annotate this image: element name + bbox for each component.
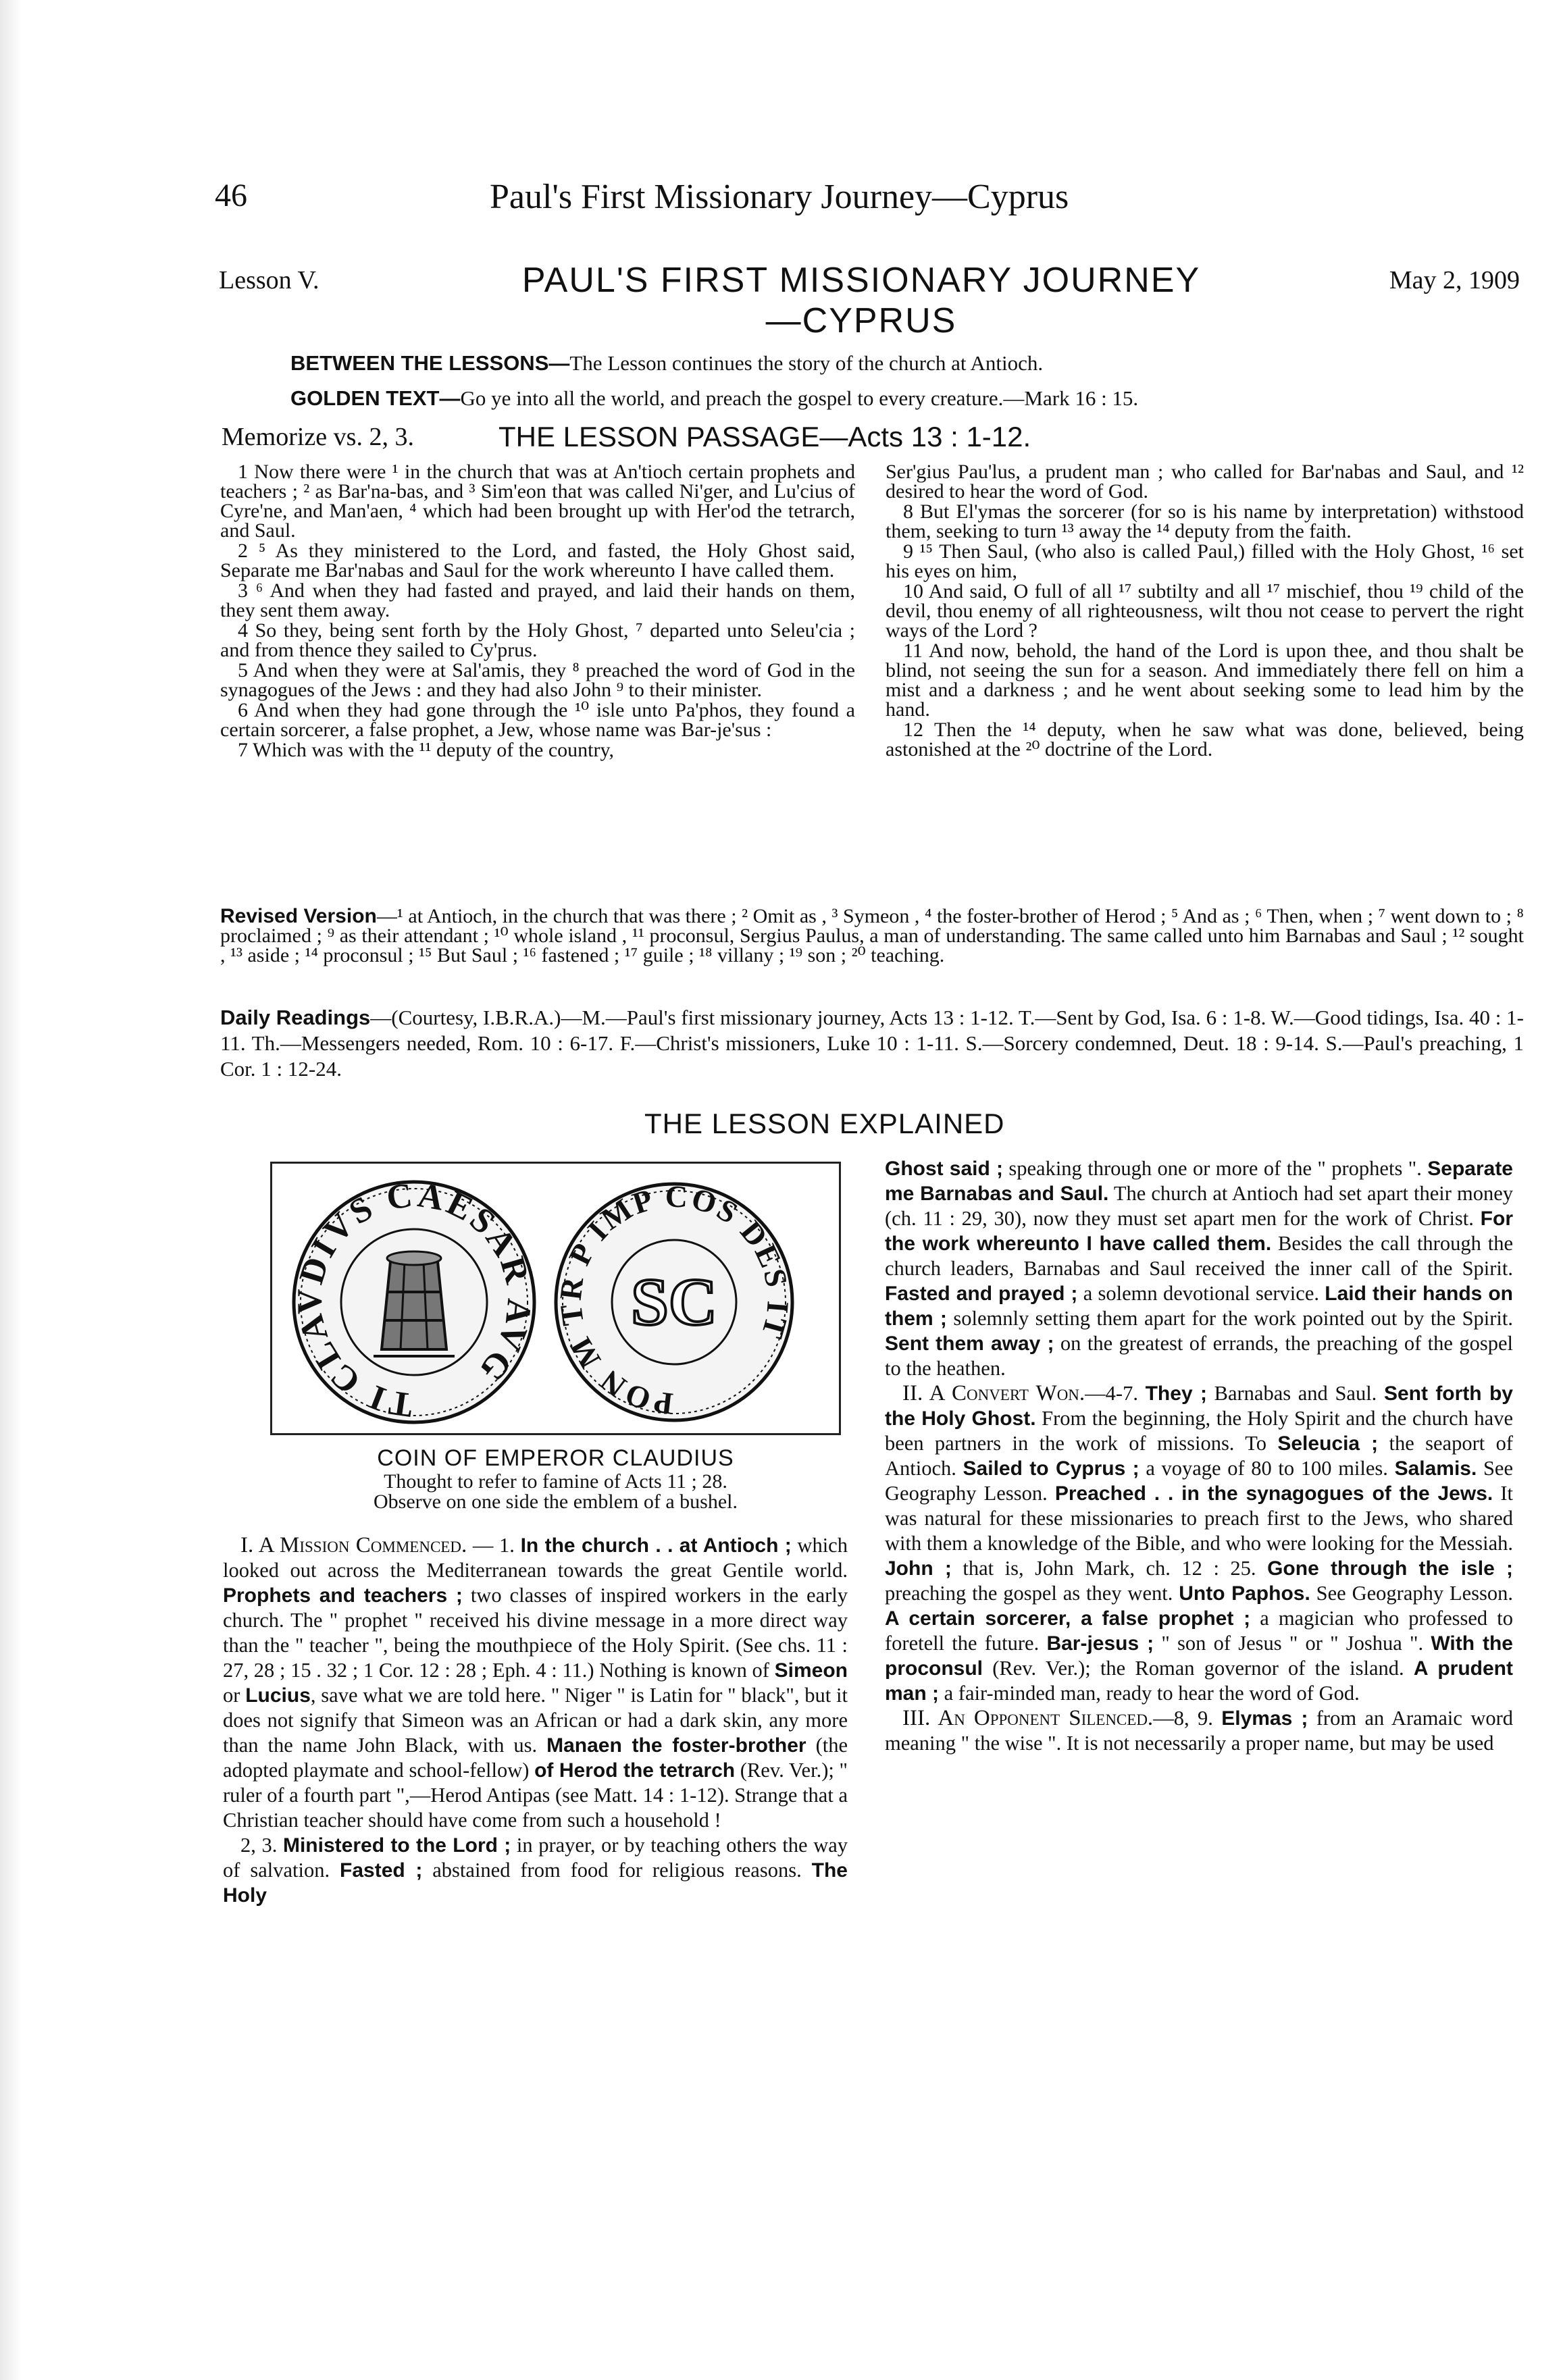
text-run: —4-7. bbox=[1085, 1382, 1146, 1405]
lesson-passage-heading: THE LESSON PASSAGE—Acts 13 : 1-12. bbox=[498, 421, 1031, 452]
coin-right bbox=[553, 1179, 796, 1422]
passage-verse: 3 ⁶ And when they had fasted and prayed, and laid their hands on them, they sent them away. bbox=[220, 579, 855, 621]
passage-verse: 2 ⁵ As they ministered to the Lord, and fasted, the Holy Ghost said, Separate me Bar'nabas and Saul for the work whereunto I have called them. bbox=[220, 540, 855, 581]
text-run: (Rev. Ver.); the Roman governor of the island. bbox=[983, 1657, 1414, 1680]
text-run: solemnly setting them apart for the work pointed out by the Spirit. bbox=[946, 1307, 1514, 1330]
revised-version bbox=[220, 906, 1524, 965]
coin-illustration bbox=[270, 1162, 841, 1435]
text-run: a fair-minded man, ready to hear the word of God. bbox=[939, 1682, 1360, 1705]
bold-term: Elymas ; bbox=[1221, 1707, 1308, 1730]
memorize-verses: Memorize vs. 2, 3. bbox=[222, 423, 414, 451]
section-heading: Mission Commenced. bbox=[280, 1533, 467, 1557]
passage-column-left bbox=[220, 462, 855, 760]
daily-label: Daily Readings bbox=[220, 1006, 371, 1029]
text-run: the seaport of Antioch. bbox=[885, 1432, 1513, 1480]
coin-caption bbox=[270, 1445, 841, 1512]
coin-caption-line: Observe on one side the emblem of a bushel. bbox=[373, 1491, 738, 1513]
bold-term: Lucius bbox=[245, 1684, 311, 1707]
section-heading: Convert Won. bbox=[951, 1381, 1085, 1405]
text-run: abstained from food for religious reasons. bbox=[422, 1859, 812, 1882]
passage-verse: 1 Now there were ¹ in the church that was at An'tioch certain prophets and teachers ; ² as Bar'na-bas, and ³ Sim'eon that was called Ni'ger, and Lu'cius of Cyre'ne, and Man'aen, ⁴ which had been brought up with Her'od the tetrarch, and Saul. bbox=[220, 461, 855, 542]
scan-edge bbox=[0, 0, 22, 2380]
passage-verse: 6 And when they had gone through the ¹⁰ isle unto Pa'phos, they found a certain sorcerer, a false prophet, a Jew, whose name was Bar-je'sus : bbox=[220, 699, 855, 741]
bold-term: Ghost said ; bbox=[885, 1158, 1003, 1180]
section-heading: I. A bbox=[240, 1533, 280, 1557]
bold-term: Prophets and teachers ; bbox=[223, 1584, 463, 1607]
bold-term: Salamis. bbox=[1394, 1457, 1477, 1480]
bold-term: With the proconsul bbox=[885, 1632, 1513, 1680]
text-run: The church at Antioch had set apart their money (ch. 11 : 29, 30), now they must set apart men for the work of Christ. bbox=[885, 1182, 1513, 1230]
text-run: —8, 9. bbox=[1153, 1707, 1222, 1730]
section-heading: II. A bbox=[902, 1381, 952, 1405]
bold-term: Sailed to Cyprus ; bbox=[963, 1457, 1139, 1480]
text-run: two classes of inspired workers in the early church. The " prophet " received his divine message in a more direct way than the " teacher ", being the mouthpiece of the Holy Spirit. (See chs. 11 : 27, 28 ; 15 . 32 ; 1 Cor. 12 : 28 ; Eph. 4 : 11.) Nothing is known of bbox=[223, 1584, 848, 1682]
bold-term: Sent forth by the Holy Ghost. bbox=[885, 1382, 1513, 1430]
text-run: Barnabas and Saul. bbox=[1206, 1382, 1384, 1405]
explained-paragraph bbox=[885, 1706, 1513, 1756]
bold-term: In the church . . at Antioch ; bbox=[520, 1534, 792, 1557]
explained-column-left bbox=[223, 1533, 848, 1908]
text-run: From the beginning, the Holy Spirit and the church have been partners in the work of missions. To bbox=[885, 1407, 1513, 1455]
passage-verse: Ser'gius Pau'lus, a prudent man ; who called for Bar'nabas and Saul, and ¹² desired to hear the word of God. bbox=[886, 461, 1524, 502]
section-heading: III. An bbox=[902, 1706, 974, 1730]
text-run: See Geography Lesson. bbox=[885, 1457, 1513, 1505]
passage-verse: 12 Then the ¹⁴ deputy, when he saw what was done, believed, being astonished at the ²⁰ doctrine of the Lord. bbox=[886, 719, 1524, 760]
memorize-row bbox=[222, 422, 1525, 459]
passage-verse: 8 But El'ymas the sorcerer (for so is his name by interpretation) withstood them, seeking to turn ¹³ away the ¹⁴ deputy from the faith. bbox=[886, 500, 1524, 542]
daily-text: —(Courtesy, I.B.R.A.)—M.—Paul's first missionary journey, Acts 13 : 1-12. T.—Sent by God, Isa. 6 : 1-8. W.—Good tidings, Isa. 40 : 1-11. Th.—Messengers needed, Rom. 10 : 6-17. F.—Christ's missioners, Luke 10 : 1-11. S.—Sorcery condemned, Deut. 18 : 9-14. S.—Paul's preaching, 1 Cor. 1 : 12-24. bbox=[220, 1006, 1524, 1081]
passage-column-right bbox=[886, 462, 1524, 760]
bold-term: Separate me Barnabas and Saul. bbox=[885, 1158, 1513, 1205]
bold-term: Laid their hands on them ; bbox=[885, 1283, 1513, 1330]
lesson-title bbox=[473, 260, 1250, 341]
text-run: (the adopted playmate and school-fellow) bbox=[223, 1734, 848, 1782]
golden-label: GOLDEN TEXT— bbox=[290, 386, 461, 410]
bold-term: Simeon bbox=[774, 1659, 848, 1682]
coin-left bbox=[290, 1176, 538, 1424]
text-run: It was natural for these missionaries to preach first to the Jews, who shared with them a knowledge of the Bible, and who were looking for the Messiah. bbox=[885, 1482, 1513, 1555]
passage-verse: 11 And now, behold, the hand of the Lord is upon thee, and thou shalt be blind, not seeing the sun for a season. And immediately there fell on him a mist and a darkness ; and he went about seeking some to lead him by the hand. bbox=[886, 640, 1524, 721]
coin-caption-line: Thought to refer to famine of Acts 11 ; 28. bbox=[384, 1470, 727, 1493]
bold-term: A prudent man ; bbox=[885, 1657, 1513, 1705]
passage-verse: 10 And said, O full of all ¹⁷ subtilty and all ¹⁷ mischief, thou ¹⁹ child of the devil, thou enemy of all righteousness, wilt thou not cease to pervert the right ways of the Lord ? bbox=[886, 580, 1524, 642]
text-run: , save what we are told here. " Niger " is Latin for " black", but it does not signify that Simeon was an African or had a dark skin, any more than the name John Black, with us. bbox=[223, 1684, 848, 1757]
bold-term: For the work whereunto I have called them. bbox=[885, 1208, 1513, 1255]
text-run: in prayer, or by teaching others the way of salvation. bbox=[223, 1834, 848, 1882]
coin-caption-title: COIN OF EMPEROR CLAUDIUS bbox=[377, 1445, 734, 1471]
explained-paragraph bbox=[223, 1833, 848, 1908]
text-run: See Geography Lesson. bbox=[1310, 1582, 1514, 1605]
text-run: 2, 3. bbox=[240, 1834, 283, 1857]
text-run: speaking through one or more of the " prophets ". bbox=[1002, 1157, 1428, 1180]
explained-column-right bbox=[885, 1156, 1513, 1756]
passage-verse: 7 Which was with the ¹¹ deputy of the country, bbox=[238, 739, 615, 761]
bold-term: Gone through the isle ; bbox=[1267, 1557, 1513, 1580]
text-run: that is, John Mark, ch. 12 : 25. bbox=[951, 1557, 1268, 1580]
text-run: Besides the call through the church leaders, Barnabas and Saul received the inner call of the Spirit. bbox=[885, 1232, 1513, 1280]
coin-svg bbox=[272, 1164, 843, 1437]
lesson-date: May 2, 1909 bbox=[1389, 266, 1520, 294]
lesson-explained-heading: THE LESSON EXPLAINED bbox=[644, 1108, 1005, 1139]
bold-term: Ministered to the Lord ; bbox=[282, 1834, 511, 1857]
section-heading: Opponent Silenced. bbox=[973, 1706, 1154, 1730]
bold-term: They ; bbox=[1145, 1382, 1207, 1405]
passage-verse: 5 And when they were at Sal'amis, they ⁸ preached the word of God in the synagogues of the Jews : and they had also John ⁹ to their minister. bbox=[220, 659, 855, 701]
lesson-header bbox=[203, 260, 1527, 348]
golden-text-body: Go ye into all the world, and preach the gospel to every creature.—Mark 16 : 15. bbox=[460, 386, 1139, 410]
text-run: a voyage of 80 to 100 miles. bbox=[1139, 1457, 1395, 1480]
running-head bbox=[203, 177, 1527, 224]
bold-term: Fasted ; bbox=[340, 1859, 423, 1882]
bold-term: John ; bbox=[885, 1557, 952, 1580]
text-run: a solemn devotional service. bbox=[1077, 1282, 1325, 1305]
coin-right-legend: PON M TR P IMP COS DES IT bbox=[553, 1179, 796, 1422]
daily-readings bbox=[220, 1005, 1524, 1082]
lesson-title-line2: —CYPRUS bbox=[765, 301, 957, 340]
bold-term: Sent them away ; bbox=[885, 1333, 1054, 1355]
text-run: a magician who professed to foretell the future. bbox=[885, 1607, 1513, 1655]
text-run: — 1. bbox=[467, 1534, 521, 1557]
bold-term: Fasted and prayed ; bbox=[885, 1283, 1078, 1305]
text-run: from an Aramaic word meaning " the wise ". It is not necessarily a proper name, but may be used bbox=[885, 1707, 1513, 1755]
running-title: Paul's First Missionary Journey—Cyprus bbox=[490, 178, 1069, 216]
revised-label: Revised Version bbox=[220, 905, 377, 927]
bold-term: The Holy bbox=[223, 1859, 848, 1907]
passage-verse: 9 ¹⁵ Then Saul, (who also is called Paul,) filled with the Holy Ghost, ¹⁶ set his eyes on him, bbox=[886, 540, 1524, 582]
text-run: which looked out across the Mediterranean towards the great Gentile world. bbox=[223, 1534, 848, 1582]
text-run: " son of Jesus " or " Joshua ". bbox=[1154, 1632, 1431, 1655]
bold-term: Manaen the foster-brother bbox=[546, 1734, 806, 1757]
coin-left-legend: TI CLAVDIVS CAESAR AVG bbox=[290, 1175, 539, 1424]
lesson-number: Lesson V. bbox=[219, 266, 319, 294]
revised-text: —¹ at Antioch, in the church that was there ; ² Omit as , ³ Symeon , ⁴ the foster-brother of Herod ; ⁵ And as ; ⁶ Then, when ; ⁷ went down to ; ⁸ proclaimed ; ⁹ as their attendant ; ¹⁰ whole island , ¹¹ proconsul, Sergius Paulus, a man of understanding. The same called unto him Barnabas and Saul ; ¹² sought , ¹³ aside ; ¹⁴ proconsul ; ¹⁵ But Saul ; ¹⁶ fastened ; ¹⁷ guile ; ¹⁸ villany ; ¹⁹ son ; ²⁰ teaching. bbox=[220, 905, 1524, 966]
passage-verse: 4 So they, being sent forth by the Holy Ghost, ⁷ departed unto Seleu'cia ; and from thence they sailed to Cy'prus. bbox=[220, 619, 855, 661]
bold-term: A certain sorcerer, a false prophet ; bbox=[885, 1607, 1251, 1630]
lesson-title-line1: PAUL'S FIRST MISSIONARY JOURNEY bbox=[521, 261, 1201, 300]
explained-paragraph bbox=[885, 1156, 1513, 1381]
golden-text bbox=[290, 386, 1506, 411]
between-the-lessons bbox=[290, 351, 1493, 376]
coin-sc-mark: SC bbox=[631, 1264, 717, 1339]
text-run: on the greatest of errands, the preaching of the gospel to the heathen. bbox=[885, 1332, 1513, 1380]
bold-term: of Herod the tetrarch bbox=[534, 1759, 736, 1782]
lesson-passage bbox=[220, 462, 1524, 894]
bold-term: Seleucia ; bbox=[1277, 1432, 1379, 1455]
text-run: preaching the gospel as they went. bbox=[885, 1582, 1179, 1605]
bold-term: Bar-jesus ; bbox=[1046, 1632, 1154, 1655]
between-label: BETWEEN THE LESSONS— bbox=[290, 351, 570, 375]
text-run: (Rev. Ver.); " ruler of a fourth part ",—Herod Antipas (see Matt. 14 : 1-12). Strange that a Christian teacher should have come from such a household ! bbox=[223, 1759, 848, 1832]
page-number: 46 bbox=[215, 178, 247, 213]
bold-term: Preached . . in the synagogues of the Jews. bbox=[1054, 1482, 1493, 1505]
text-run: or bbox=[223, 1684, 246, 1707]
explained-paragraph bbox=[885, 1381, 1513, 1706]
bold-term: Unto Paphos. bbox=[1179, 1582, 1310, 1605]
between-text: The Lesson continues the story of the church at Antioch. bbox=[569, 351, 1044, 375]
explained-paragraph bbox=[223, 1533, 848, 1833]
